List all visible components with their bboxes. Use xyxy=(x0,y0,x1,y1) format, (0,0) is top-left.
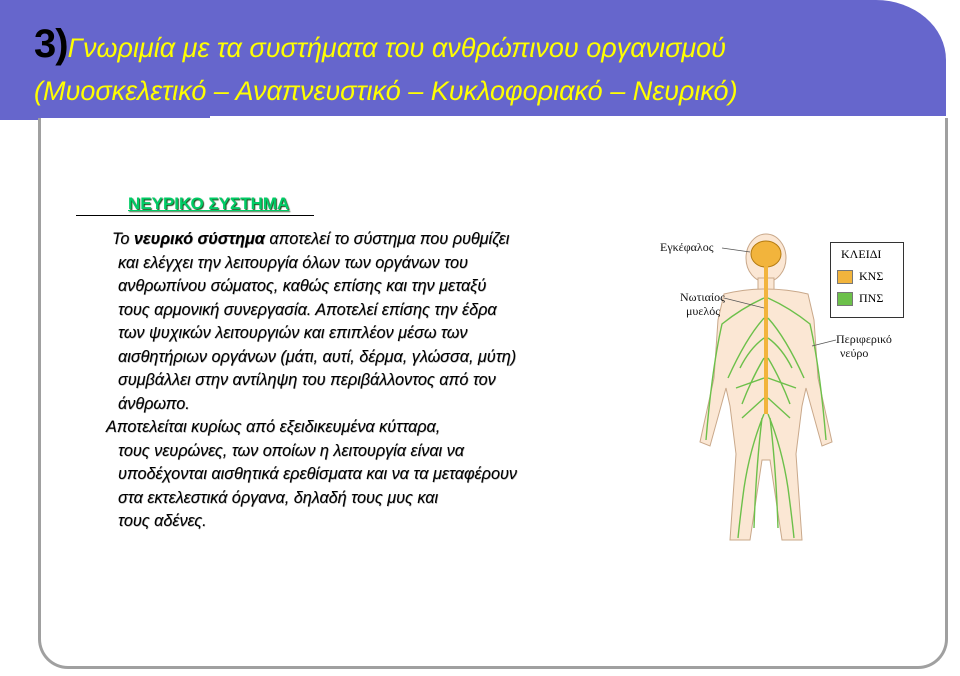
slide-number: 3) xyxy=(34,22,68,66)
paragraph-1-lead: Το xyxy=(112,230,134,248)
paragraph-1-line-2: και ελέγχει την λειτουργία όλων των οργάνων του xyxy=(118,253,468,272)
body-text xyxy=(106,228,612,534)
paragraph-1-line-5: των ψυχικών λειτουργιών και επιπλέον μέσω των xyxy=(118,324,468,342)
legend-title: ΚΛΕΙΔΙ xyxy=(841,247,882,261)
nervous-system-figure xyxy=(646,228,910,550)
paragraph-1-line-6: αισθητήριων οργάνων (μάτι, αυτί, δέρμα, γλώσσα, μύτη) xyxy=(118,347,517,366)
legend-swatch-pns xyxy=(837,292,853,306)
label-peripheral-nerve-1: Περιφερικό xyxy=(836,332,892,346)
term-nervous-system: νευρικό σύστημα xyxy=(133,230,265,248)
paragraph-2 xyxy=(106,416,612,534)
paragraph-1-line-1 xyxy=(112,230,509,248)
legend-item-pns xyxy=(837,291,883,306)
label-spinal-cord-1: Νωτιαίος xyxy=(680,290,725,304)
paragraph-2-line-3: υποδέχονται αισθητικά ερεθίσματα και να τα μεταφέρουν xyxy=(118,465,517,483)
legend xyxy=(830,242,904,318)
legend-label-cns: ΚΝΣ xyxy=(859,269,884,283)
paragraph-1-line-8: άνθρωπο. xyxy=(118,394,190,413)
section-heading xyxy=(76,194,289,214)
paragraph-2-line-2: τους νευρώνες, των οποίων η λειτουργία είναι να xyxy=(118,441,464,460)
slide-title-line2: (Μυοσκελετικό – Αναπνευστικό – Κυκλοφοριακό – Νευρικό) xyxy=(34,76,738,106)
paragraph-1-line-3: ανθρωπίνου σώματος, καθώς επίσης και την μεταξύ xyxy=(118,277,487,295)
label-peripheral-nerve-2: νεύρο xyxy=(840,346,869,360)
brain-icon xyxy=(751,241,781,267)
slide-title-line1: Γνωριμία με τα συστήματα του ανθρώπινου οργανισμού xyxy=(67,33,727,63)
paragraph-1 xyxy=(112,228,612,416)
paragraph-1-line-4: τους αρμονική συνεργασία. Αποτελεί επίσης την έδρα xyxy=(118,300,497,319)
section-heading-rule xyxy=(76,215,314,216)
legend-item-cns xyxy=(837,269,883,284)
paragraph-1-line-7: συμβάλλει στην αντίληψη του περιβάλλοντος από τον xyxy=(118,371,496,389)
paragraph-1-line-1-rest: αποτελεί το σύστημα που ρυθμίζει xyxy=(264,230,510,248)
legend-swatch-cns xyxy=(837,270,853,284)
legend-label-pns: ΠΝΣ xyxy=(859,291,884,305)
paragraph-2-line-4: στα εκτελεστικά όργανα, δηλαδή τους μυς και xyxy=(118,488,439,507)
paragraph-2-line-5: τους αδένες. xyxy=(118,512,207,530)
section-heading-text: ΝΕΥΡΙΚΟ ΣΥΣΤΗΜΑ xyxy=(128,194,290,213)
slide-title xyxy=(34,22,726,67)
paragraph-2-line-1: Αποτελείται κυρίως από εξειδικευμένα κύτταρα, xyxy=(106,418,441,436)
label-brain: Εγκέφαλος xyxy=(660,240,714,254)
label-spinal-cord-2: μυελός xyxy=(686,304,720,318)
